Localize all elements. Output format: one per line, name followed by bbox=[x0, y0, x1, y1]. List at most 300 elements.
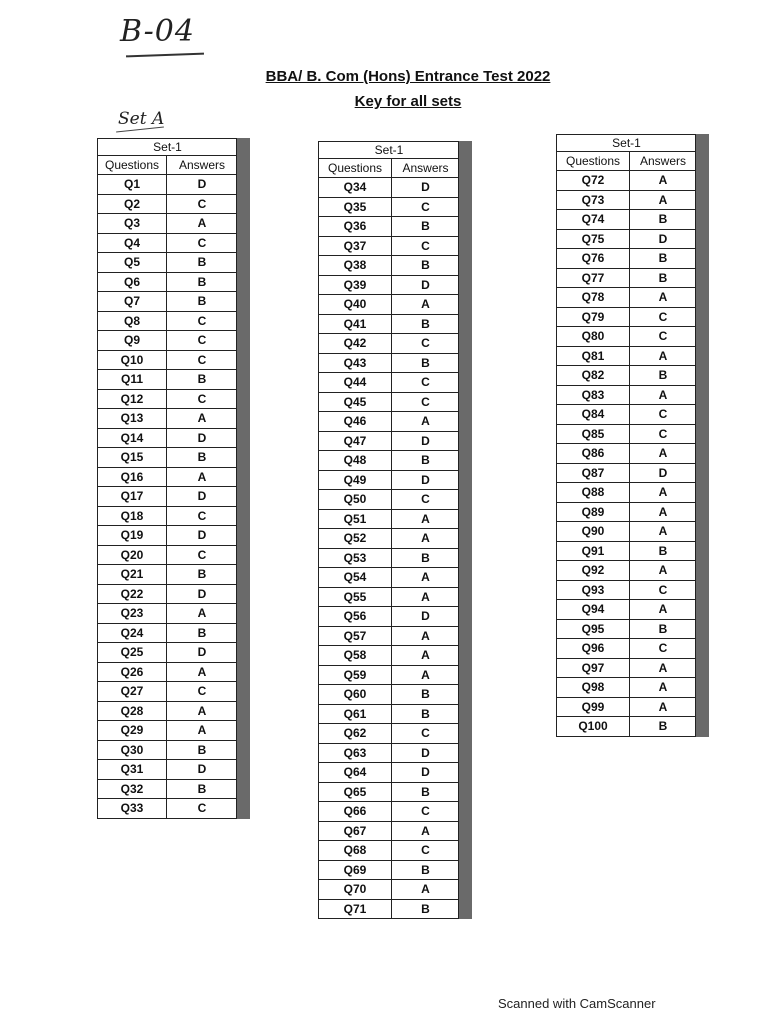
question-number-cell: Q74 bbox=[557, 210, 630, 230]
answer-cell: A bbox=[167, 409, 244, 429]
question-number-cell: Q13 bbox=[98, 409, 167, 429]
question-number-cell: Q33 bbox=[98, 799, 167, 819]
table-row bbox=[98, 194, 244, 214]
answer-cell: D bbox=[167, 526, 244, 546]
question-number-cell: Q84 bbox=[557, 405, 630, 425]
scanner-watermark: Scanned with CamScanner bbox=[498, 996, 656, 1011]
question-number-cell: Q64 bbox=[319, 763, 392, 783]
question-number-cell: Q23 bbox=[98, 604, 167, 624]
answer-cell: A bbox=[167, 721, 244, 741]
questions-column-header: Questions bbox=[557, 152, 630, 171]
question-number-cell: Q12 bbox=[98, 389, 167, 409]
table-row bbox=[557, 288, 703, 308]
table-row bbox=[557, 502, 703, 522]
table-row bbox=[319, 685, 466, 705]
answer-cell: C bbox=[630, 639, 703, 659]
answer-cell: C bbox=[167, 331, 244, 351]
table-row bbox=[557, 717, 703, 737]
question-number-cell: Q99 bbox=[557, 697, 630, 717]
question-number-cell: Q27 bbox=[98, 682, 167, 702]
table-row bbox=[319, 431, 466, 451]
answer-cell: C bbox=[167, 682, 244, 702]
answer-cell: B bbox=[392, 353, 466, 373]
answer-cell: D bbox=[392, 607, 466, 627]
table-row bbox=[319, 704, 466, 724]
question-number-cell: Q87 bbox=[557, 463, 630, 483]
answer-cell: C bbox=[630, 405, 703, 425]
question-number-cell: Q100 bbox=[557, 717, 630, 737]
question-number-cell: Q4 bbox=[98, 233, 167, 253]
answer-cell: A bbox=[630, 385, 703, 405]
answer-cell: A bbox=[392, 529, 466, 549]
question-number-cell: Q77 bbox=[557, 268, 630, 288]
question-number-cell: Q39 bbox=[319, 275, 392, 295]
answer-cell: D bbox=[392, 743, 466, 763]
answer-cell: D bbox=[167, 643, 244, 663]
table-row bbox=[98, 272, 244, 292]
question-number-cell: Q56 bbox=[319, 607, 392, 627]
question-number-cell: Q95 bbox=[557, 619, 630, 639]
answer-cell: A bbox=[167, 662, 244, 682]
question-number-cell: Q47 bbox=[319, 431, 392, 451]
question-number-cell: Q92 bbox=[557, 561, 630, 581]
table-row bbox=[319, 509, 466, 529]
question-number-cell: Q49 bbox=[319, 470, 392, 490]
answer-cell: B bbox=[630, 210, 703, 230]
answer-cell: A bbox=[630, 522, 703, 542]
question-number-cell: Q62 bbox=[319, 724, 392, 744]
answer-cell: D bbox=[630, 463, 703, 483]
question-number-cell: Q24 bbox=[98, 623, 167, 643]
answer-cell: B bbox=[630, 619, 703, 639]
question-number-cell: Q88 bbox=[557, 483, 630, 503]
question-number-cell: Q52 bbox=[319, 529, 392, 549]
question-number-cell: Q96 bbox=[557, 639, 630, 659]
answer-cell: B bbox=[392, 217, 466, 237]
question-number-cell: Q55 bbox=[319, 587, 392, 607]
table-row bbox=[98, 292, 244, 312]
answer-cell: B bbox=[392, 548, 466, 568]
handwritten-set-note: Set A bbox=[118, 109, 165, 129]
answer-cell: A bbox=[392, 568, 466, 588]
table-row bbox=[98, 428, 244, 448]
question-number-cell: Q35 bbox=[319, 197, 392, 217]
answer-cell: C bbox=[167, 506, 244, 526]
answer-cell: C bbox=[392, 373, 466, 393]
answer-cell: A bbox=[392, 665, 466, 685]
answer-cell: A bbox=[630, 697, 703, 717]
table-row bbox=[319, 626, 466, 646]
document-subtitle: Key for all sets bbox=[354, 93, 462, 110]
table-row bbox=[319, 568, 466, 588]
answer-cell: A bbox=[392, 412, 466, 432]
answer-cell: A bbox=[630, 346, 703, 366]
question-number-cell: Q86 bbox=[557, 444, 630, 464]
answer-cell: B bbox=[167, 292, 244, 312]
question-number-cell: Q66 bbox=[319, 802, 392, 822]
table-row bbox=[98, 253, 244, 273]
table-row bbox=[319, 821, 466, 841]
table-row bbox=[319, 665, 466, 685]
table-row bbox=[319, 802, 466, 822]
question-number-cell: Q78 bbox=[557, 288, 630, 308]
table-row bbox=[319, 275, 466, 295]
document-title: BBA/ B. Com (Hons) Entrance Test 2022 bbox=[265, 68, 551, 85]
table-row bbox=[557, 541, 703, 561]
answer-cell: A bbox=[630, 483, 703, 503]
question-number-cell: Q34 bbox=[319, 178, 392, 198]
question-number-cell: Q20 bbox=[98, 545, 167, 565]
answer-cell: C bbox=[167, 389, 244, 409]
table-row bbox=[98, 175, 244, 195]
answer-cell: B bbox=[167, 370, 244, 390]
set-header-row bbox=[98, 139, 244, 156]
answer-cell: D bbox=[167, 584, 244, 604]
answer-cell: B bbox=[392, 860, 466, 880]
answer-cell: A bbox=[630, 502, 703, 522]
answer-cell: C bbox=[167, 311, 244, 331]
answer-cell: B bbox=[392, 314, 466, 334]
question-number-cell: Q21 bbox=[98, 565, 167, 585]
answer-cell: B bbox=[392, 899, 466, 919]
question-number-cell: Q5 bbox=[98, 253, 167, 273]
question-number-cell: Q17 bbox=[98, 487, 167, 507]
question-number-cell: Q2 bbox=[98, 194, 167, 214]
answer-cell: A bbox=[630, 444, 703, 464]
table-row bbox=[98, 740, 244, 760]
table-row bbox=[319, 646, 466, 666]
answer-cell: B bbox=[630, 541, 703, 561]
table-row bbox=[319, 217, 466, 237]
question-number-cell: Q54 bbox=[319, 568, 392, 588]
answer-cell: A bbox=[392, 295, 466, 315]
question-number-cell: Q83 bbox=[557, 385, 630, 405]
table-row bbox=[319, 763, 466, 783]
answer-cell: D bbox=[392, 470, 466, 490]
set-label: Set-1 bbox=[319, 142, 466, 159]
table-row bbox=[98, 565, 244, 585]
table-row bbox=[319, 587, 466, 607]
table-row bbox=[98, 662, 244, 682]
table-row bbox=[557, 639, 703, 659]
set-header-row bbox=[557, 135, 703, 152]
answer-cell: C bbox=[167, 194, 244, 214]
table-row bbox=[557, 619, 703, 639]
answer-cell: A bbox=[630, 190, 703, 210]
question-number-cell: Q41 bbox=[319, 314, 392, 334]
table-row bbox=[557, 600, 703, 620]
answer-cell: D bbox=[392, 275, 466, 295]
question-number-cell: Q31 bbox=[98, 760, 167, 780]
question-number-cell: Q80 bbox=[557, 327, 630, 347]
table-row bbox=[557, 327, 703, 347]
question-number-cell: Q37 bbox=[319, 236, 392, 256]
answer-cell: B bbox=[167, 272, 244, 292]
question-number-cell: Q53 bbox=[319, 548, 392, 568]
answer-cell: C bbox=[392, 392, 466, 412]
question-number-cell: Q7 bbox=[98, 292, 167, 312]
question-number-cell: Q82 bbox=[557, 366, 630, 386]
answer-cell: B bbox=[392, 451, 466, 471]
question-number-cell: Q93 bbox=[557, 580, 630, 600]
answer-cell: B bbox=[630, 268, 703, 288]
question-number-cell: Q45 bbox=[319, 392, 392, 412]
set-label: Set-1 bbox=[557, 135, 703, 152]
question-number-cell: Q42 bbox=[319, 334, 392, 354]
question-number-cell: Q85 bbox=[557, 424, 630, 444]
question-number-cell: Q69 bbox=[319, 860, 392, 880]
answer-cell: C bbox=[392, 724, 466, 744]
answer-cell: A bbox=[630, 600, 703, 620]
question-number-cell: Q67 bbox=[319, 821, 392, 841]
question-number-cell: Q8 bbox=[98, 311, 167, 331]
question-number-cell: Q11 bbox=[98, 370, 167, 390]
table-row bbox=[98, 701, 244, 721]
answer-cell: B bbox=[167, 253, 244, 273]
table-row bbox=[319, 782, 466, 802]
question-number-cell: Q6 bbox=[98, 272, 167, 292]
question-number-cell: Q30 bbox=[98, 740, 167, 760]
table-row bbox=[557, 424, 703, 444]
question-number-cell: Q40 bbox=[319, 295, 392, 315]
question-number-cell: Q9 bbox=[98, 331, 167, 351]
answer-cell: B bbox=[167, 779, 244, 799]
answer-cell: D bbox=[167, 175, 244, 195]
table-row bbox=[557, 268, 703, 288]
table-row bbox=[98, 350, 244, 370]
question-number-cell: Q68 bbox=[319, 841, 392, 861]
answer-cell: C bbox=[392, 334, 466, 354]
table-row bbox=[557, 522, 703, 542]
table-row bbox=[319, 899, 466, 919]
answer-cell: A bbox=[630, 288, 703, 308]
answer-cell: A bbox=[392, 587, 466, 607]
set-label: Set-1 bbox=[98, 139, 244, 156]
table-row bbox=[98, 506, 244, 526]
table-row bbox=[319, 314, 466, 334]
table-row bbox=[319, 392, 466, 412]
question-number-cell: Q18 bbox=[98, 506, 167, 526]
table-row bbox=[98, 370, 244, 390]
question-number-cell: Q25 bbox=[98, 643, 167, 663]
answer-cell: A bbox=[630, 678, 703, 698]
table-row bbox=[98, 779, 244, 799]
answers-column-header: Answers bbox=[392, 159, 466, 178]
answer-cell: B bbox=[630, 717, 703, 737]
table-row bbox=[557, 463, 703, 483]
table-row bbox=[98, 487, 244, 507]
table-row bbox=[319, 548, 466, 568]
answer-cell: D bbox=[167, 760, 244, 780]
question-number-cell: Q51 bbox=[319, 509, 392, 529]
table-row bbox=[319, 880, 466, 900]
answer-cell: C bbox=[392, 236, 466, 256]
answer-cell: C bbox=[167, 350, 244, 370]
table-row bbox=[557, 697, 703, 717]
question-number-cell: Q60 bbox=[319, 685, 392, 705]
question-number-cell: Q94 bbox=[557, 600, 630, 620]
table-row bbox=[98, 604, 244, 624]
question-number-cell: Q73 bbox=[557, 190, 630, 210]
question-number-cell: Q29 bbox=[98, 721, 167, 741]
answer-cell: B bbox=[392, 256, 466, 276]
handwritten-document-code: B-04 bbox=[120, 14, 195, 49]
question-number-cell: Q15 bbox=[98, 448, 167, 468]
question-number-cell: Q65 bbox=[319, 782, 392, 802]
answer-cell: C bbox=[630, 580, 703, 600]
question-number-cell: Q14 bbox=[98, 428, 167, 448]
answer-cell: C bbox=[392, 490, 466, 510]
table-row bbox=[319, 607, 466, 627]
table-row bbox=[98, 643, 244, 663]
answer-cell: C bbox=[630, 327, 703, 347]
question-number-cell: Q61 bbox=[319, 704, 392, 724]
answer-cell: A bbox=[167, 467, 244, 487]
table-row bbox=[557, 678, 703, 698]
question-number-cell: Q71 bbox=[319, 899, 392, 919]
column-header-row bbox=[98, 156, 244, 175]
table-row bbox=[557, 405, 703, 425]
answer-cell: C bbox=[630, 424, 703, 444]
question-number-cell: Q28 bbox=[98, 701, 167, 721]
table-row bbox=[319, 529, 466, 549]
table-row bbox=[319, 470, 466, 490]
table-row bbox=[319, 256, 466, 276]
table-row bbox=[319, 412, 466, 432]
table-row bbox=[98, 448, 244, 468]
set-header-row bbox=[319, 142, 466, 159]
table-row bbox=[319, 353, 466, 373]
answer-cell: A bbox=[630, 561, 703, 581]
answer-cell: B bbox=[167, 740, 244, 760]
answer-cell: A bbox=[392, 880, 466, 900]
answer-cell: A bbox=[167, 604, 244, 624]
table-row bbox=[319, 197, 466, 217]
question-number-cell: Q26 bbox=[98, 662, 167, 682]
answer-cell: C bbox=[392, 841, 466, 861]
table-row bbox=[98, 682, 244, 702]
answer-cell: B bbox=[167, 565, 244, 585]
question-number-cell: Q70 bbox=[319, 880, 392, 900]
table-row bbox=[98, 623, 244, 643]
answer-cell: A bbox=[392, 821, 466, 841]
question-number-cell: Q1 bbox=[98, 175, 167, 195]
table-row bbox=[98, 467, 244, 487]
answer-key-table-2 bbox=[318, 141, 472, 919]
table-row bbox=[98, 526, 244, 546]
answer-cell: D bbox=[392, 178, 466, 198]
question-number-cell: Q48 bbox=[319, 451, 392, 471]
table-row bbox=[557, 210, 703, 230]
answer-cell: C bbox=[630, 307, 703, 327]
question-number-cell: Q50 bbox=[319, 490, 392, 510]
answer-cell: A bbox=[392, 509, 466, 529]
answer-cell: B bbox=[392, 685, 466, 705]
answer-cell: D bbox=[167, 428, 244, 448]
answer-key-table-1 bbox=[97, 138, 250, 819]
question-number-cell: Q36 bbox=[319, 217, 392, 237]
table-row bbox=[319, 236, 466, 256]
answer-cell: C bbox=[392, 802, 466, 822]
table-row bbox=[98, 799, 244, 819]
table-row bbox=[98, 760, 244, 780]
table-row bbox=[319, 490, 466, 510]
table-row bbox=[557, 580, 703, 600]
question-number-cell: Q63 bbox=[319, 743, 392, 763]
table-row bbox=[319, 334, 466, 354]
answers-column-header: Answers bbox=[167, 156, 244, 175]
table-row bbox=[98, 584, 244, 604]
answer-cell: D bbox=[392, 431, 466, 451]
table-row bbox=[98, 545, 244, 565]
answer-cell: D bbox=[630, 229, 703, 249]
question-number-cell: Q10 bbox=[98, 350, 167, 370]
table-row bbox=[319, 724, 466, 744]
question-number-cell: Q89 bbox=[557, 502, 630, 522]
question-number-cell: Q32 bbox=[98, 779, 167, 799]
question-number-cell: Q98 bbox=[557, 678, 630, 698]
answer-key-table-3 bbox=[556, 134, 709, 737]
table-row bbox=[557, 171, 703, 191]
table-row bbox=[557, 346, 703, 366]
column-header-row bbox=[319, 159, 466, 178]
table-row bbox=[557, 229, 703, 249]
question-number-cell: Q79 bbox=[557, 307, 630, 327]
table-row bbox=[98, 409, 244, 429]
question-number-cell: Q72 bbox=[557, 171, 630, 191]
question-number-cell: Q46 bbox=[319, 412, 392, 432]
table-row bbox=[557, 385, 703, 405]
table-row bbox=[557, 249, 703, 269]
answer-cell: C bbox=[167, 545, 244, 565]
question-number-cell: Q57 bbox=[319, 626, 392, 646]
question-number-cell: Q76 bbox=[557, 249, 630, 269]
table-row bbox=[557, 366, 703, 386]
question-number-cell: Q19 bbox=[98, 526, 167, 546]
question-number-cell: Q16 bbox=[98, 467, 167, 487]
answer-cell: D bbox=[167, 487, 244, 507]
answer-cell: B bbox=[167, 448, 244, 468]
table-row bbox=[319, 295, 466, 315]
table-row bbox=[319, 451, 466, 471]
column-header-row bbox=[557, 152, 703, 171]
question-number-cell: Q43 bbox=[319, 353, 392, 373]
answer-cell: C bbox=[167, 233, 244, 253]
table-row bbox=[98, 311, 244, 331]
table-row bbox=[98, 214, 244, 234]
question-number-cell: Q38 bbox=[319, 256, 392, 276]
answer-cell: B bbox=[630, 249, 703, 269]
answer-cell: A bbox=[167, 214, 244, 234]
table-row bbox=[557, 483, 703, 503]
question-number-cell: Q81 bbox=[557, 346, 630, 366]
table-row bbox=[98, 389, 244, 409]
table-row bbox=[557, 190, 703, 210]
question-number-cell: Q44 bbox=[319, 373, 392, 393]
handwritten-underline bbox=[126, 53, 204, 58]
answer-cell: B bbox=[392, 704, 466, 724]
table-row bbox=[557, 444, 703, 464]
table-row bbox=[319, 373, 466, 393]
table-row bbox=[319, 860, 466, 880]
question-number-cell: Q58 bbox=[319, 646, 392, 666]
table-row bbox=[557, 561, 703, 581]
table-row bbox=[319, 743, 466, 763]
question-number-cell: Q59 bbox=[319, 665, 392, 685]
question-number-cell: Q3 bbox=[98, 214, 167, 234]
questions-column-header: Questions bbox=[98, 156, 167, 175]
question-number-cell: Q75 bbox=[557, 229, 630, 249]
